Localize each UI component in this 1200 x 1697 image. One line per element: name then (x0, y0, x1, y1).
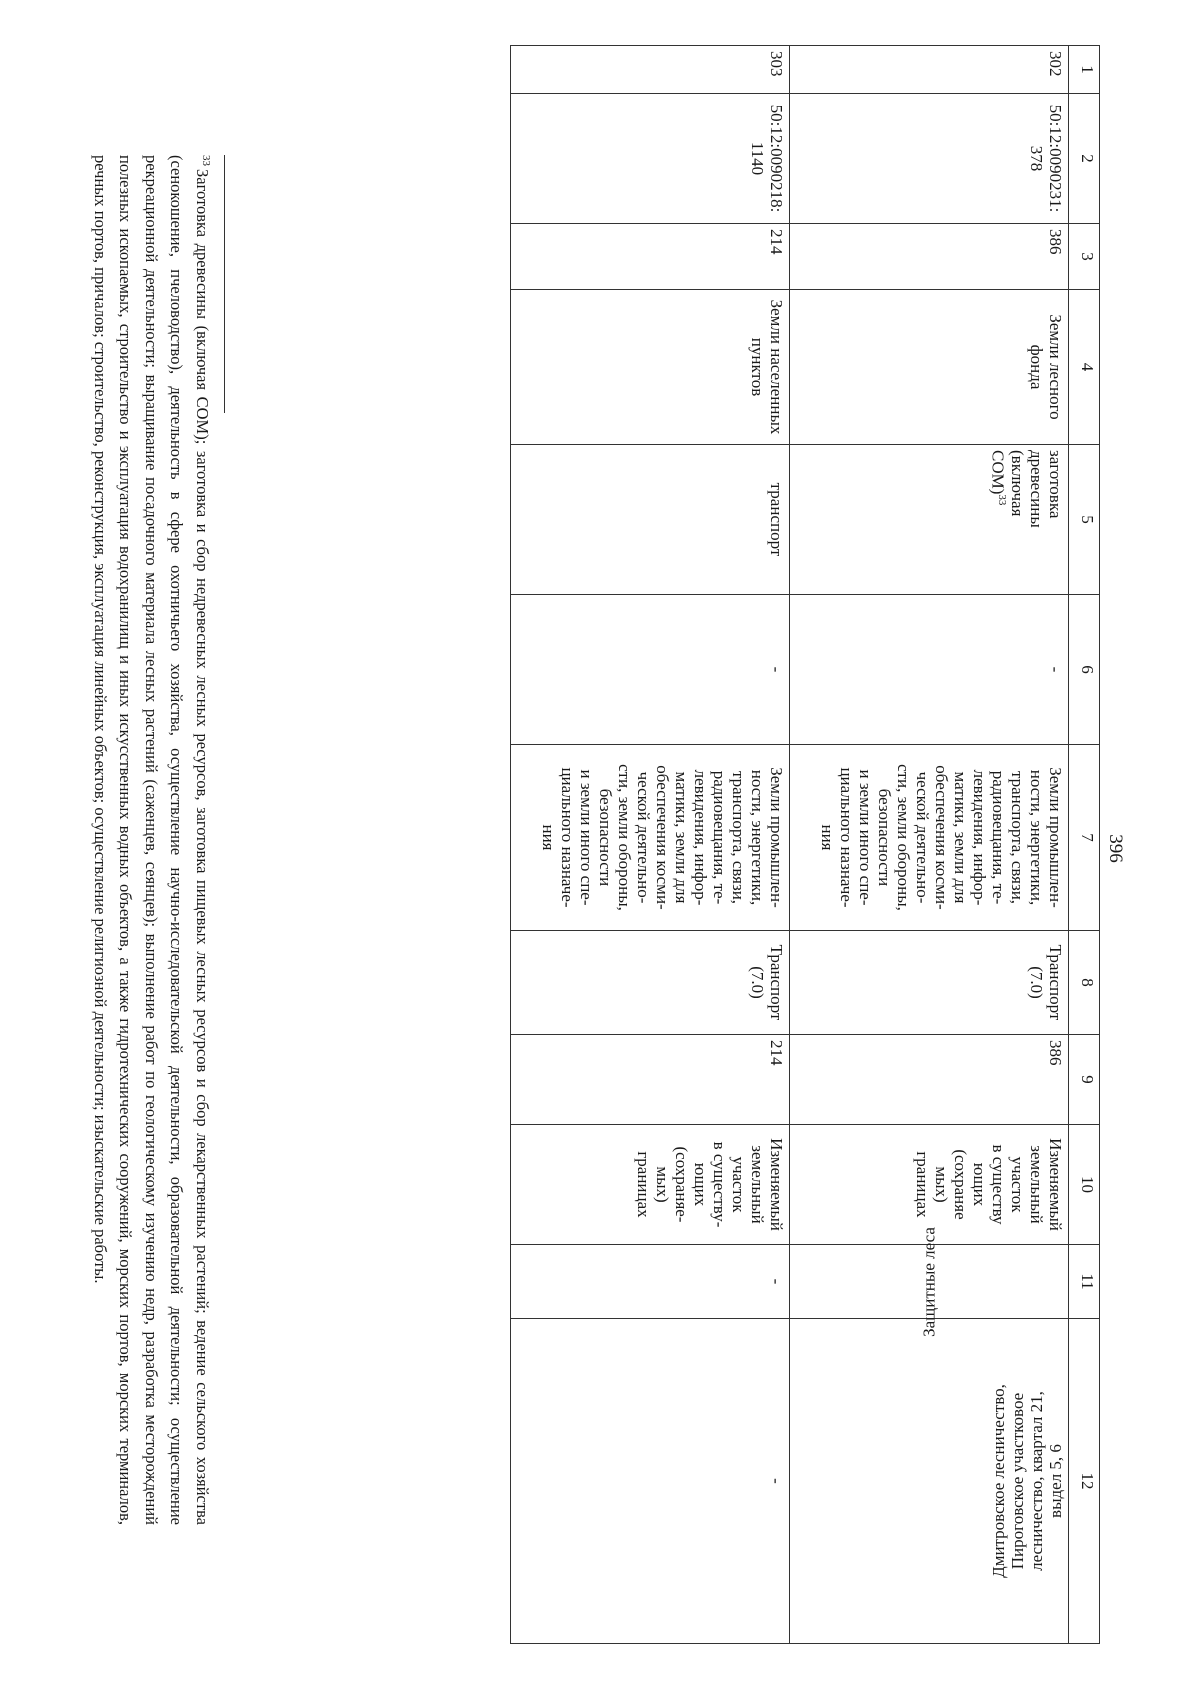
permitted-use-to (511, 931, 790, 1035)
land-category-to-text: Земли промышлен- ности, энергетики, транспорта, связи, радиовещания, те- левидения, инфор- матики, земли для обеспечения косми- ческой деятельно- сти, земли обороны, безопасности и земли иного спе- циального назначе- ния (817, 764, 1065, 911)
column-12-value: - (511, 1319, 790, 1644)
cadastral-number (790, 94, 1069, 224)
land-category-to-text: Земли промышлен- ности, энергетики, транспорта, связи, радиовещания, те- левидения, инфор- матики, земли для обеспечения косми- ческой деятельно- сти, земли обороны, безопасности и земли иного спе- циального назначе- ния (538, 764, 786, 911)
cadastral-number-text: 50:12:0090218: 1140 (747, 104, 786, 213)
forest-type-cell (790, 1226, 1069, 1337)
plot-status-text: Изменяемый земельный участок в существу ющих (сохраняе мых) границах (912, 1138, 1065, 1231)
footnote-mark: 33 (200, 155, 213, 166)
plot-status-text: Изменяемый земельный участок в существу- ющих (сохраняе- мых) границах (633, 1138, 786, 1231)
footnote (87, 155, 215, 1525)
table-header-row (1069, 46, 1100, 1644)
row-number: 303 (511, 46, 790, 94)
cadastral-number (511, 94, 790, 224)
plot-area: 386 (790, 224, 1069, 290)
column-header: 10 (1069, 1125, 1100, 1245)
footnote-text: Заготовка древесины (включая СОМ); заготовка и сбор недревесных лесных ресурсов, заготовка пищевых лесных ресурсов и сбор лекарственных растений; ведение сельского хозяйства (сенокошение, пчеловодство), деятельность в сфере охотничьего хозяйства, осуществление научно-исследовательской деятельности, образовательной деятельности; осуществление рекреационной деятельности; выращивание посадочного материала лесных растений (саженцев, сеянцев); выполнение работ по геологическому изучению недр, разработка месторождений полезных ископаемых, строительство и эксплуатация водохранилищ и иных искусственных водных объектов, а также гидротехнических сооружений, морских портов, морских терминалов, речных портов, причалов; строительство, реконструкция, эксплуатация линейных объектов; осуществление религиозной деятельности; изыскательские работы. (90, 155, 212, 1525)
row-number: 302 (790, 46, 1069, 94)
column-9-value: 386 (790, 1035, 1069, 1125)
table-row (511, 46, 790, 1644)
footnote-ref: 33 (995, 494, 1008, 506)
page-number: 396 (1105, 834, 1126, 863)
column-header: 8 (1069, 931, 1100, 1035)
column-header: 1 (1069, 46, 1100, 94)
column-6-value: - (790, 595, 1069, 745)
column-6-value: - (511, 595, 790, 745)
permitted-use-from-text: транспорт (767, 482, 786, 557)
column-header: 7 (1069, 745, 1100, 931)
permitted-use-to (790, 931, 1069, 1035)
permitted-use-from (790, 445, 1069, 595)
permitted-use-to-text: Транспорт (7.0) (1026, 944, 1065, 1021)
forest-type-text: Защитные леса (919, 1226, 939, 1337)
column-header: 3 (1069, 224, 1100, 290)
land-category-from (790, 290, 1069, 445)
column-header: 6 (1069, 595, 1100, 745)
plot-area: 214 (511, 224, 790, 290)
plot-status (511, 1125, 790, 1245)
table-row (790, 46, 1069, 1644)
land-category-from-text: Земли населенных пунктов (747, 299, 786, 435)
column-header: 12 (1069, 1319, 1100, 1644)
permitted-use-from (511, 445, 790, 595)
permitted-use-to-text: Транспорт (7.0) (747, 944, 786, 1021)
land-plots-table (510, 45, 1100, 1644)
column-header: 5 (1069, 445, 1100, 595)
footnote-divider (224, 155, 225, 413)
forestry-location-text: Дмитровское лесничество, Пироговское участковое лесничество, квартал 21, выдел 5, 6 (988, 1384, 1065, 1578)
land-category-to (511, 745, 790, 931)
column-9-value: 214 (511, 1035, 790, 1125)
cadastral-number-text: 50:12:0090231: 378 (1026, 104, 1065, 213)
permitted-use-from-text: заготовка древесины (включая СОМ) (988, 450, 1065, 528)
column-11-value: - (511, 1245, 790, 1319)
land-category-from (511, 290, 790, 445)
land-category-to (790, 745, 1069, 931)
column-header: 9 (1069, 1035, 1100, 1125)
column-header: 2 (1069, 94, 1100, 224)
column-header: 4 (1069, 290, 1100, 445)
land-category-from-text: Земли лесного фонда (1026, 314, 1065, 420)
forestry-location (790, 1319, 1069, 1644)
column-header: 11 (1069, 1245, 1100, 1319)
